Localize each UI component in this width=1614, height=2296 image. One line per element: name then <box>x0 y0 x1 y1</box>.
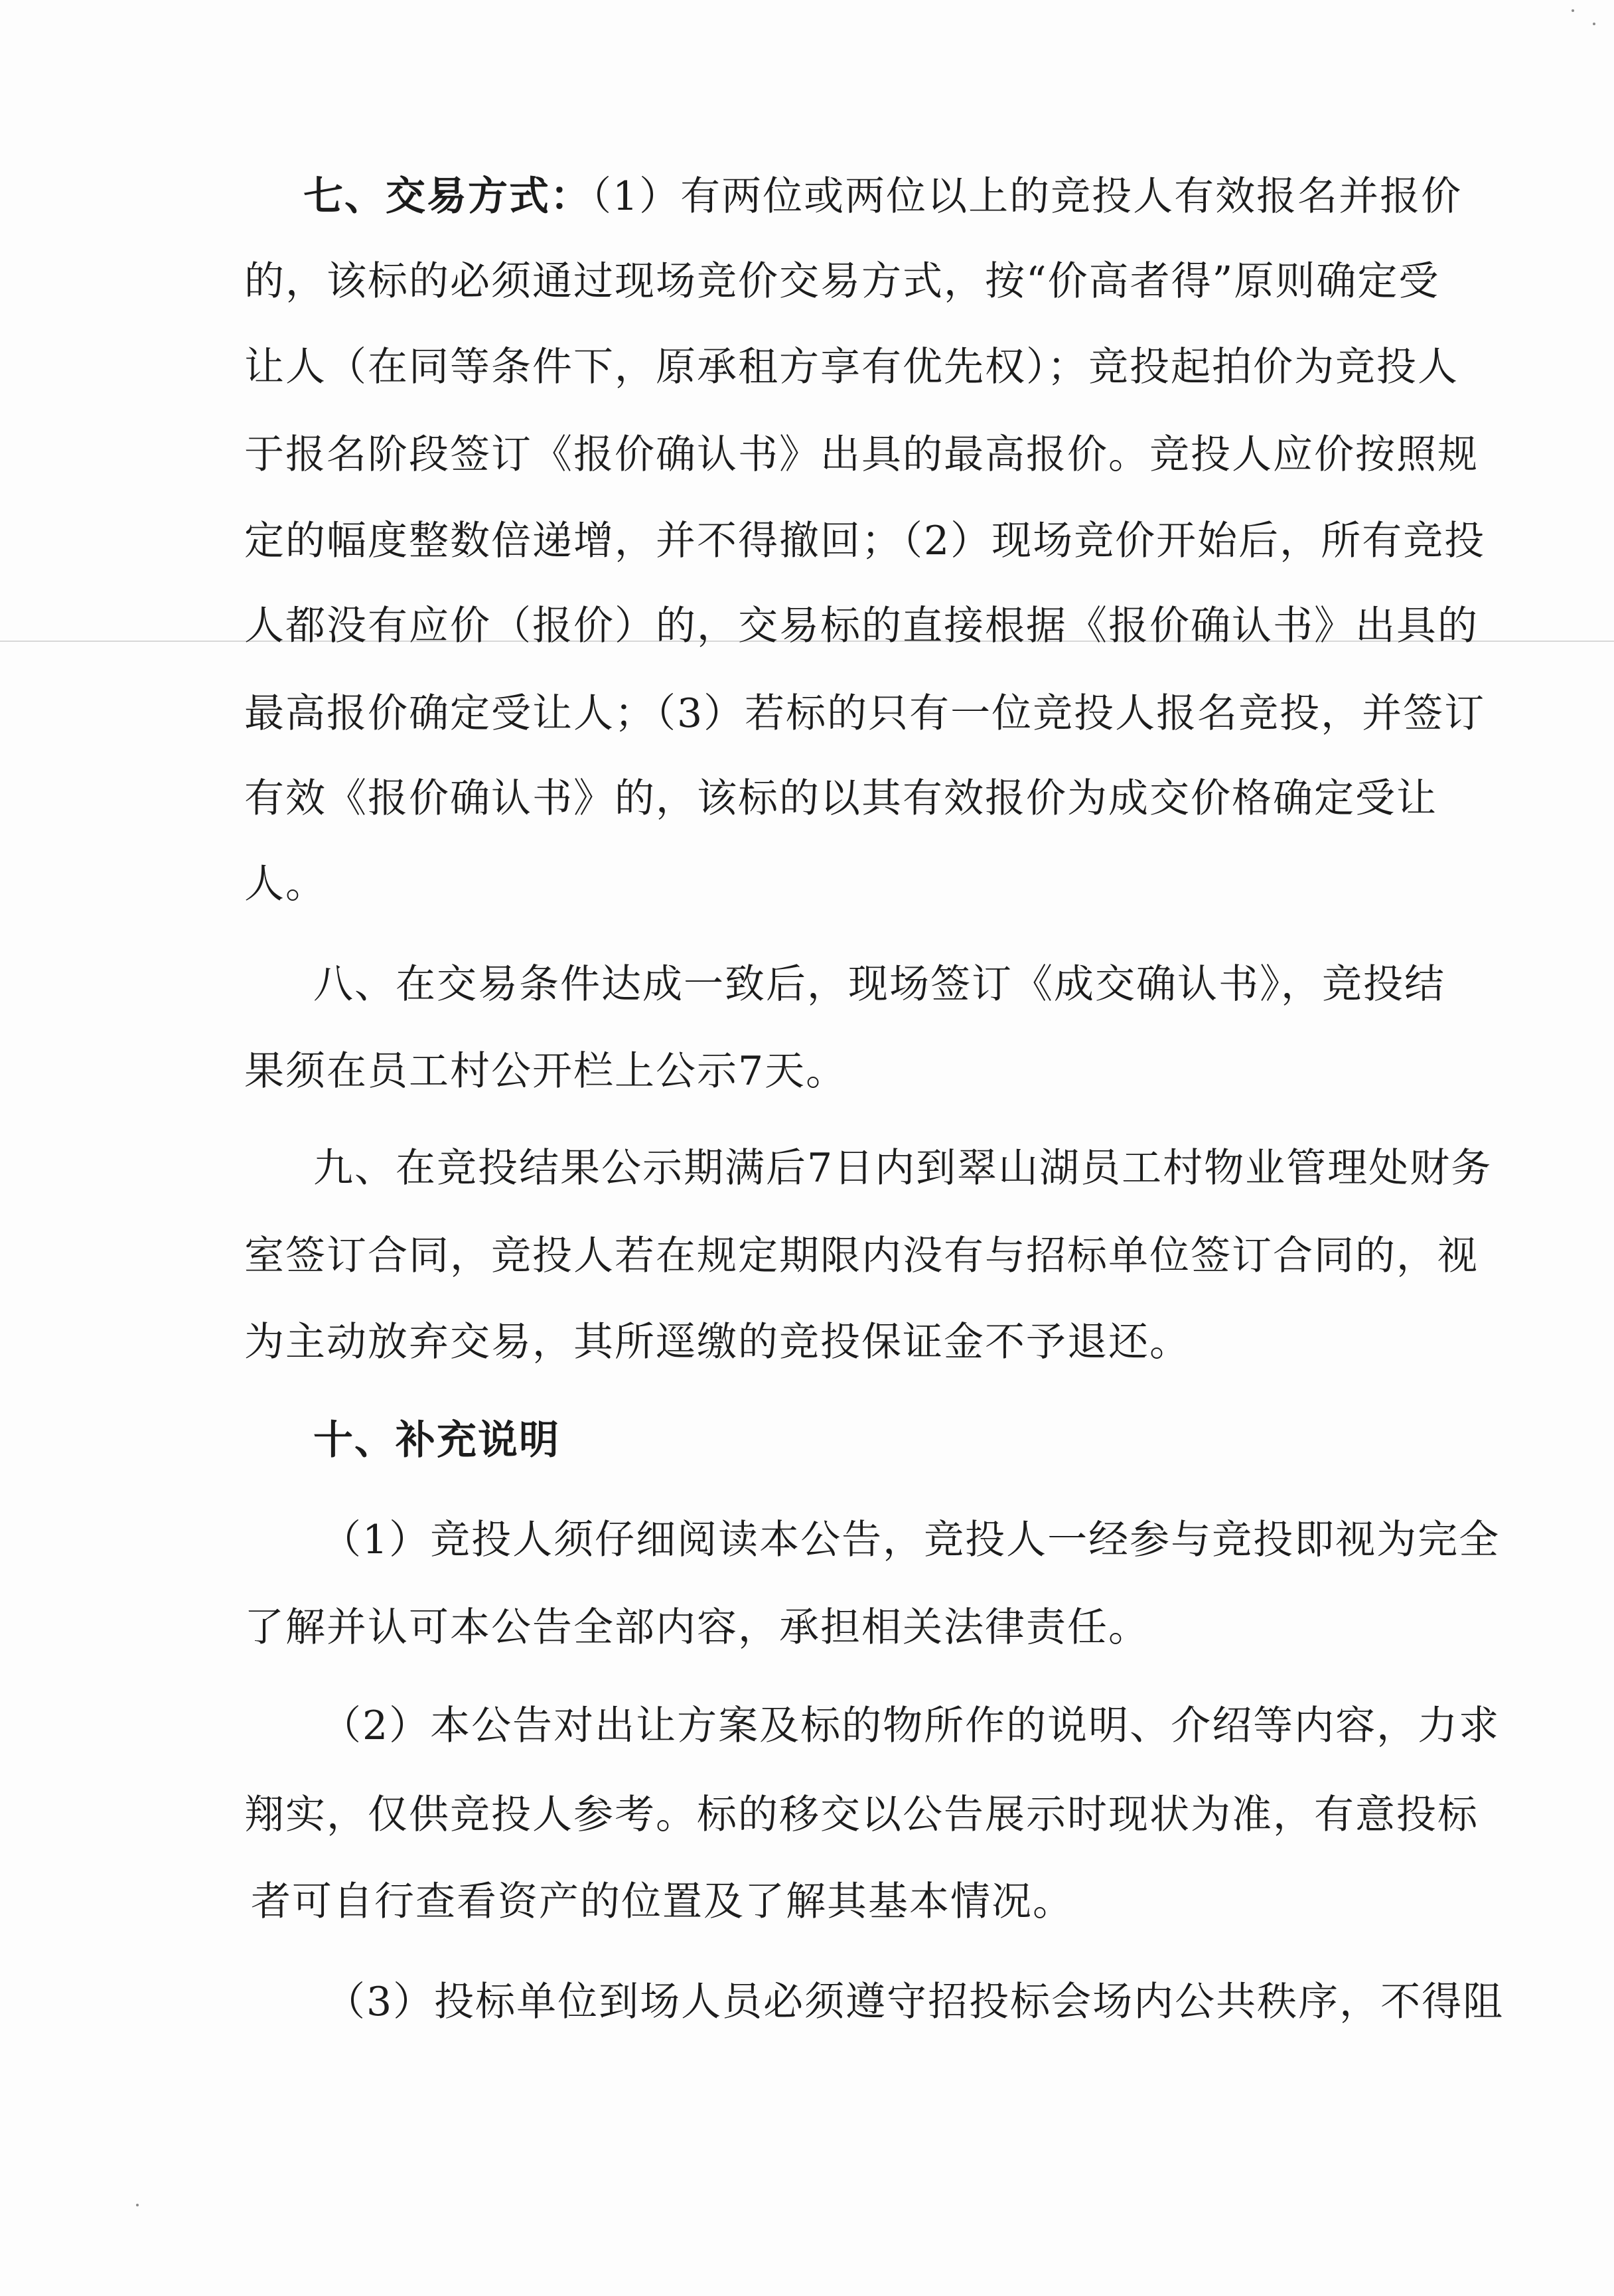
line-text: （2）本公告对出让方案及标的物所作的说明、介绍等内容，力求 <box>321 1703 1501 1749</box>
paragraph-line <box>244 772 1437 825</box>
paragraph-line <box>244 858 327 911</box>
line-text: 的，该标的必须通过现场竞价交易方式，按“价高者得”原则确定受 <box>244 258 1440 305</box>
scan-dust <box>1572 9 1574 12</box>
paragraph-line <box>321 1699 1500 1752</box>
line-text: 让人（在同等条件下，原承租方享有优先权）；竞投起拍价为竞投人 <box>244 344 1459 390</box>
line-text: 室签订合同，竞投人若在规定期限内没有与招标单位签订合同的，视 <box>244 1233 1479 1279</box>
paragraph-line <box>313 1142 1492 1195</box>
paragraph-line <box>244 1229 1479 1282</box>
line-text: 人都没有应价（报价）的，交易标的直接根据《报价确认书》出具的 <box>244 603 1479 649</box>
section-heading: 七、交易方式： <box>303 173 591 220</box>
paragraph-line <box>244 1601 1149 1654</box>
line-text: 八、在交易条件达成一致后，现场签订《成交确认书》，竞投结 <box>313 961 1445 1008</box>
paragraph-line <box>244 341 1459 394</box>
line-text: 于报名阶段签订《报价确认书》出具的最高报价。竞投人应价按照规 <box>244 431 1479 478</box>
paragraph-line <box>244 687 1485 740</box>
line-text: 定的幅度整数倍递增，并不得撤回；（2）现场竞价开始后，所有竞投 <box>244 518 1486 564</box>
paragraph-line <box>244 428 1479 481</box>
line-text: 了解并认可本公告全部内容，承担相关法律责任。 <box>244 1604 1149 1651</box>
line-text: 有效《报价确认书》的，该标的以其有效报价为成交价格确定受让 <box>244 775 1437 822</box>
paragraph-line <box>321 1513 1500 1567</box>
paragraph-line <box>325 1975 1504 2028</box>
section-heading-text: 十、补充说明 <box>313 1417 560 1464</box>
line-text: 果须在员工村公开栏上公示7天。 <box>244 1048 847 1095</box>
scan-dust <box>1593 23 1595 25</box>
line-text: 翔实，仅供竞投人参考。标的移交以公告展示时现状为准，有意投标 <box>244 1792 1479 1838</box>
paragraph-line <box>244 1788 1479 1841</box>
line-text: 为主动放弃交易，其所逕缴的竞投保证金不予退还。 <box>244 1319 1191 1365</box>
paragraph-line <box>244 599 1479 652</box>
paragraph-line <box>251 1875 1074 1928</box>
section-heading <box>313 1414 560 1467</box>
line-text: （3）投标单位到场人员必须遵守招投标会场内公共秩序，不得阻 <box>325 1979 1504 2025</box>
line-text: （1）有两位或两位以上的竞投人有效报名并报价 <box>591 173 1463 220</box>
paragraph-line <box>244 514 1485 568</box>
paragraph-line <box>244 255 1439 308</box>
paragraph-line <box>313 958 1445 1011</box>
paragraph-line <box>244 1045 847 1098</box>
line-text: 人。 <box>244 861 327 907</box>
line-text: 者可自行查看资产的位置及了解其基本情况。 <box>251 1878 1074 1925</box>
scan-dust <box>136 2204 139 2206</box>
paragraph-line <box>244 1316 1191 1369</box>
line-text: 最高报价确定受让人；（3）若标的只有一位竞投人报名竞投，并签订 <box>244 690 1486 737</box>
paragraph-line <box>303 170 1462 223</box>
line-text: （1）竞投人须仔细阅读本公告，竞投人一经参与竞投即视为完全 <box>321 1517 1501 1563</box>
line-text: 九、在竞投结果公示期满后7日内到翠山湖员工村物业管理处财务 <box>313 1145 1493 1191</box>
